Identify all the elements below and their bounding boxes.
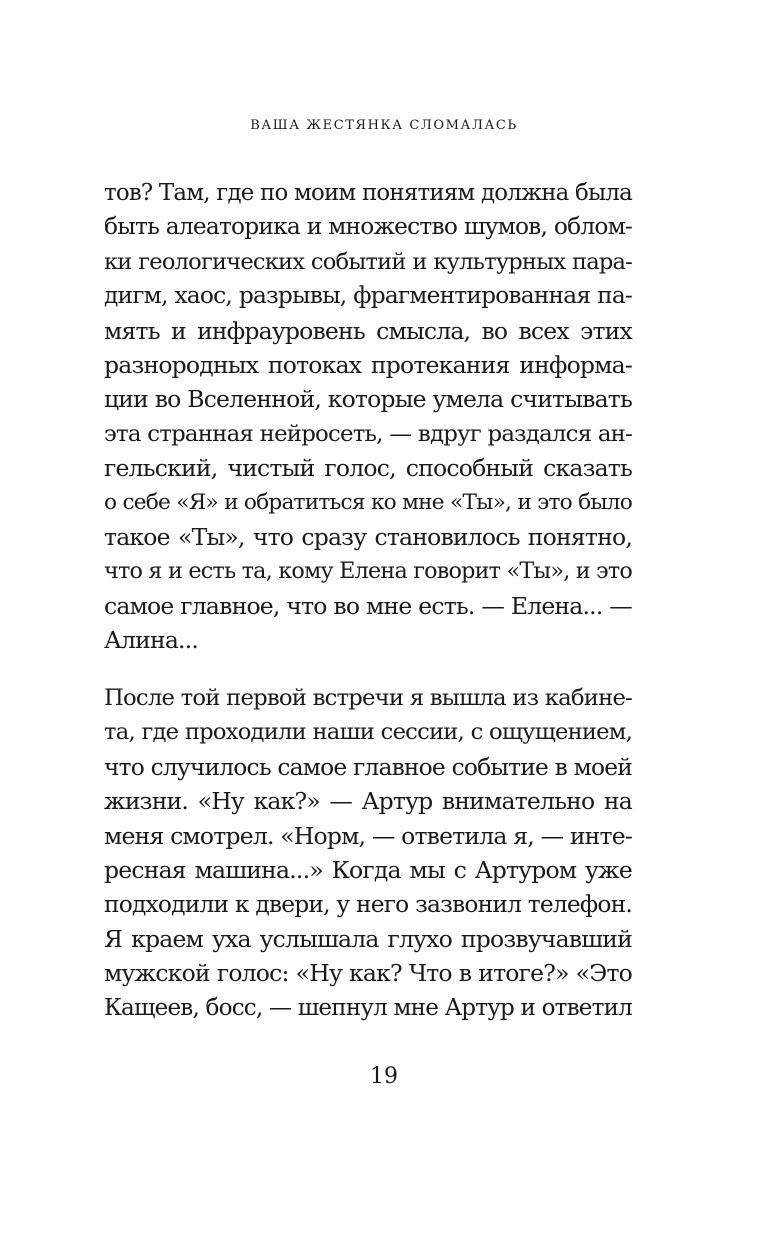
text-line: разнородных потоках протекания информа- [104,350,632,379]
text-line: Я краем уха услышала глухо прозвучавший [104,924,632,953]
text-line: тов? Там, где по моим понятиям должна была [104,180,632,206]
running-head: ВАША ЖЕСТЯНКА СЛОМАЛАСЬ [250,118,518,133]
text-line: После той первой встречи я вышла из кабине- [104,685,632,711]
text-line: та, где проходили наши сессии, с ощущением, [104,719,632,746]
text-line: что я и есть та, кому Елена говорит «Ты», и это [104,558,632,585]
text-line: меня смотрел. «Норм, — ответила я, — инте- [104,821,632,850]
text-line: ки геологических событий и культурных пара- [104,248,632,275]
paragraph-1 [104,176,632,657]
text-line: мять и инфрауровень смысла, во всех этих [104,316,632,345]
text-line: ресная машина...» Когда мы с Артуром уже [104,855,632,884]
text-line: самое главное, что во мне есть. — Елена... — [104,591,632,620]
page-number: 19 [370,1064,398,1089]
text-line: Алина... [104,626,199,655]
text-line: эта странная нейросеть, — вдруг раздался ан- [104,420,632,447]
text-line: Кащеев, босс, — шепнул мне Артур и ответил [104,994,632,1021]
text-line: ции во Вселенной, которые умела считывать [104,385,632,414]
text-line: дигм, хаос, разрывы, фрагментированная па- [104,282,632,310]
text-line: что случилось самое главное событие в моей [104,752,632,781]
text-line: о себе «Я» и обратиться ко мне «Ты», и это было [104,489,632,515]
text-line: гельский, чистый голос, способный сказать [104,454,632,483]
text-line: мужской голос: «Ну как? Что в итоге?» «Это [104,959,632,988]
text-line: такое «Ты», что сразу становилось понятно, [104,522,632,551]
text-line: быть алеаторика и множество шумов, облом- [104,213,632,241]
paragraph-2 [104,681,632,1025]
text-line: подходили к двери, у него зазвонил телефон. [104,890,632,919]
text-line: жизни. «Ну как?» — Артур внимательно на [104,787,632,816]
